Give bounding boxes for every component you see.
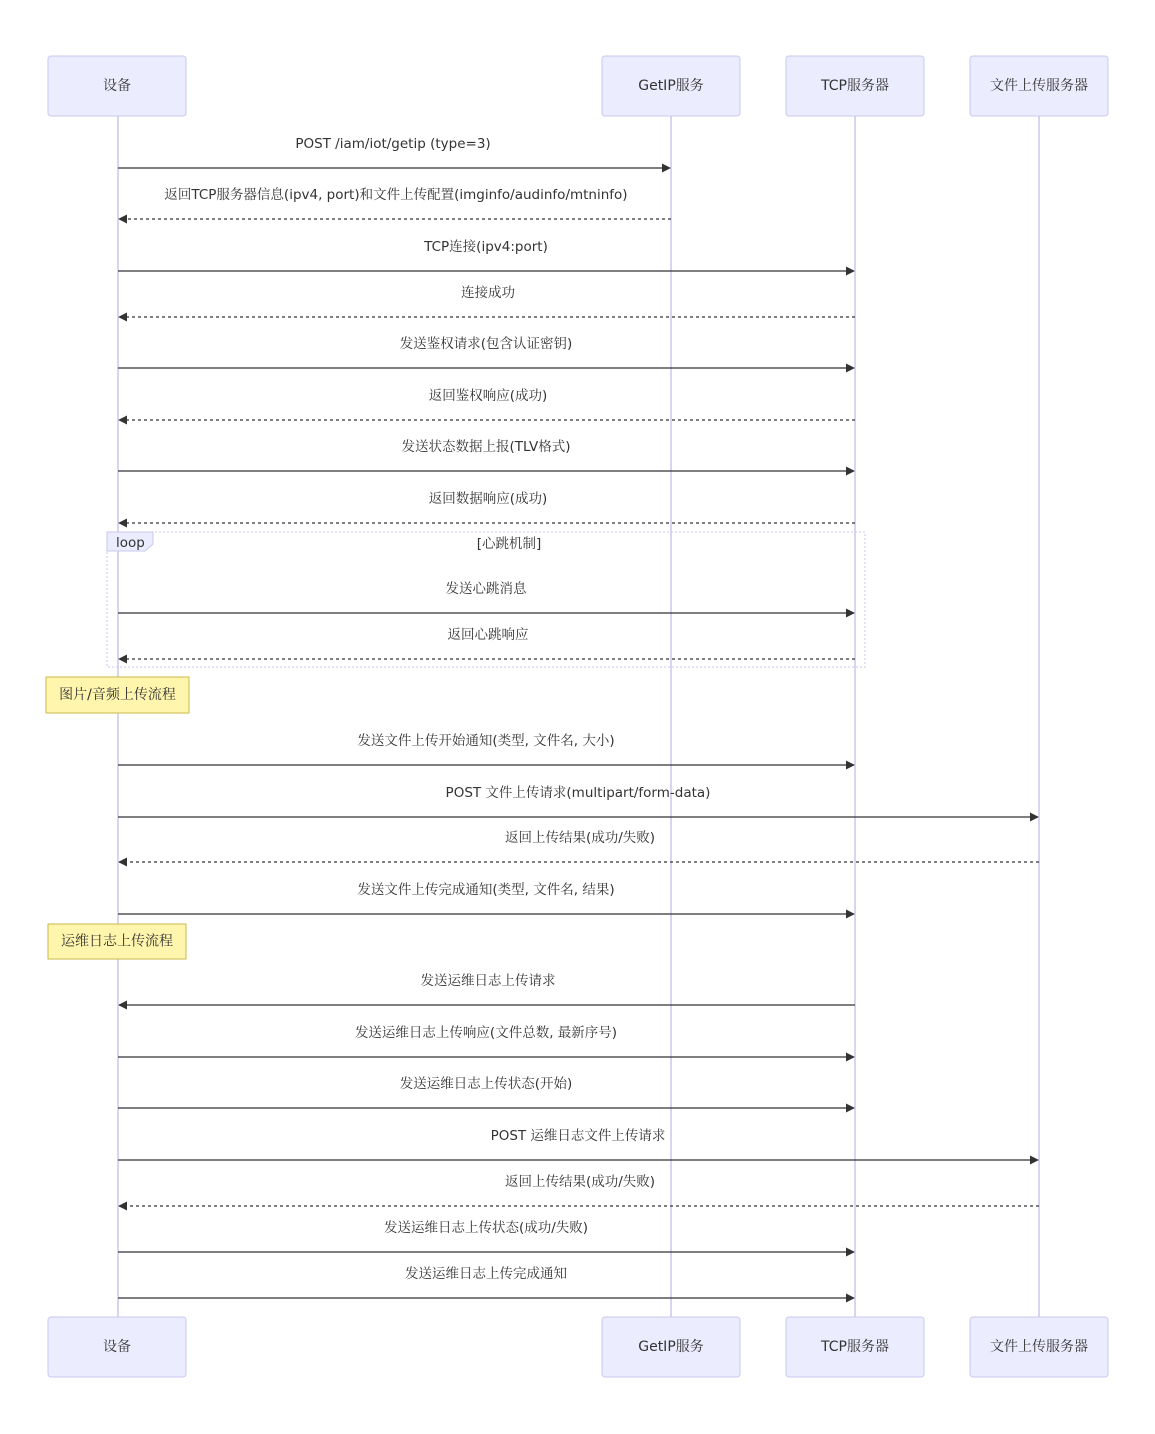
- message-label: 返回上传结果(成功/失败): [504, 1174, 656, 1190]
- actor-getip-bottom: [602, 1317, 740, 1377]
- message-label: POST 运维日志文件上传请求: [490, 1128, 666, 1144]
- loop-border: [107, 532, 865, 667]
- message-label: 发送运维日志上传状态(成功/失败): [383, 1220, 589, 1236]
- message: [118, 1075, 854, 1108]
- message-label: 发送运维日志上传完成通知: [405, 1266, 567, 1282]
- message: [118, 1265, 854, 1298]
- message: [119, 627, 855, 659]
- message-label: 发送心跳消息: [445, 581, 527, 597]
- actor-label: 设备: [103, 1339, 131, 1355]
- note-image-audio-upload: [46, 677, 189, 713]
- message: [118, 238, 854, 271]
- message: [119, 387, 855, 420]
- message: [119, 490, 855, 523]
- message: [119, 972, 855, 1005]
- actor-tcp-bottom: [786, 1317, 924, 1377]
- actor-getip-top: [602, 56, 740, 116]
- message: [118, 335, 854, 368]
- actor-label: 文件上传服务器: [990, 1339, 1088, 1355]
- loop-keyword: loop: [116, 535, 145, 551]
- actor-tcp-top: [786, 56, 924, 116]
- message-label: 发送运维日志上传状态(开始): [399, 1076, 573, 1092]
- message-label: POST /iam/iot/getip (type=3): [295, 136, 491, 152]
- actor-device-bottom: [48, 1317, 186, 1377]
- message-label: 连接成功: [461, 285, 515, 301]
- message-label: 返回TCP服务器信息(ipv4, port)和文件上传配置(imginfo/audinfo/mtninfo): [164, 187, 628, 203]
- message-label: 返回心跳响应: [447, 627, 529, 643]
- message-label: 返回鉴权响应(成功): [428, 388, 548, 404]
- message: [118, 784, 1038, 817]
- message-label: 返回数据响应(成功): [428, 491, 548, 507]
- actor-device-top: [48, 56, 186, 116]
- loop-condition: [心跳机制]: [476, 536, 542, 552]
- message: [118, 1219, 854, 1252]
- note-text: 运维日志上传流程: [61, 933, 173, 950]
- message: [119, 284, 855, 317]
- actor-label: TCP服务器: [821, 78, 889, 94]
- message-label: 发送文件上传完成通知(类型, 文件名, 结果): [357, 882, 615, 898]
- message: [118, 136, 670, 168]
- loop-frame: [107, 532, 865, 667]
- message: [119, 1173, 1039, 1206]
- actor-upload-bottom: [970, 1317, 1108, 1377]
- note-ops-log-upload: [48, 924, 186, 959]
- message-label: 发送鉴权请求(包含认证密钥): [399, 336, 573, 352]
- message-label: 发送运维日志上传请求: [420, 973, 556, 989]
- actor-label: 设备: [103, 78, 131, 94]
- message: [118, 1127, 1038, 1160]
- message-label: POST 文件上传请求(multipart/form-data): [445, 785, 711, 801]
- message: [119, 186, 671, 219]
- message: [118, 881, 854, 914]
- actors-top: [48, 56, 1108, 116]
- actors-bottom: [48, 1317, 1108, 1377]
- message-label: 发送运维日志上传响应(文件总数, 最新序号): [354, 1025, 618, 1041]
- actor-upload-top: [970, 56, 1108, 116]
- message: [118, 580, 854, 613]
- message-label: 发送状态数据上报(TLV格式): [401, 439, 571, 455]
- message: [119, 829, 1039, 862]
- message: [118, 1024, 854, 1057]
- messages: [118, 136, 1039, 1298]
- actor-label: GetIP服务: [638, 1339, 704, 1355]
- actor-label: 文件上传服务器: [990, 78, 1088, 94]
- message: [118, 438, 854, 471]
- note-text: 图片/音频上传流程: [59, 687, 176, 703]
- message-label: 返回上传结果(成功/失败): [504, 830, 656, 846]
- actor-label: GetIP服务: [638, 78, 704, 94]
- actor-label: TCP服务器: [821, 1339, 889, 1355]
- message-label: 发送文件上传开始通知(类型, 文件名, 大小): [357, 733, 615, 749]
- message-label: TCP连接(ipv4:port): [424, 239, 548, 255]
- message: [118, 732, 854, 765]
